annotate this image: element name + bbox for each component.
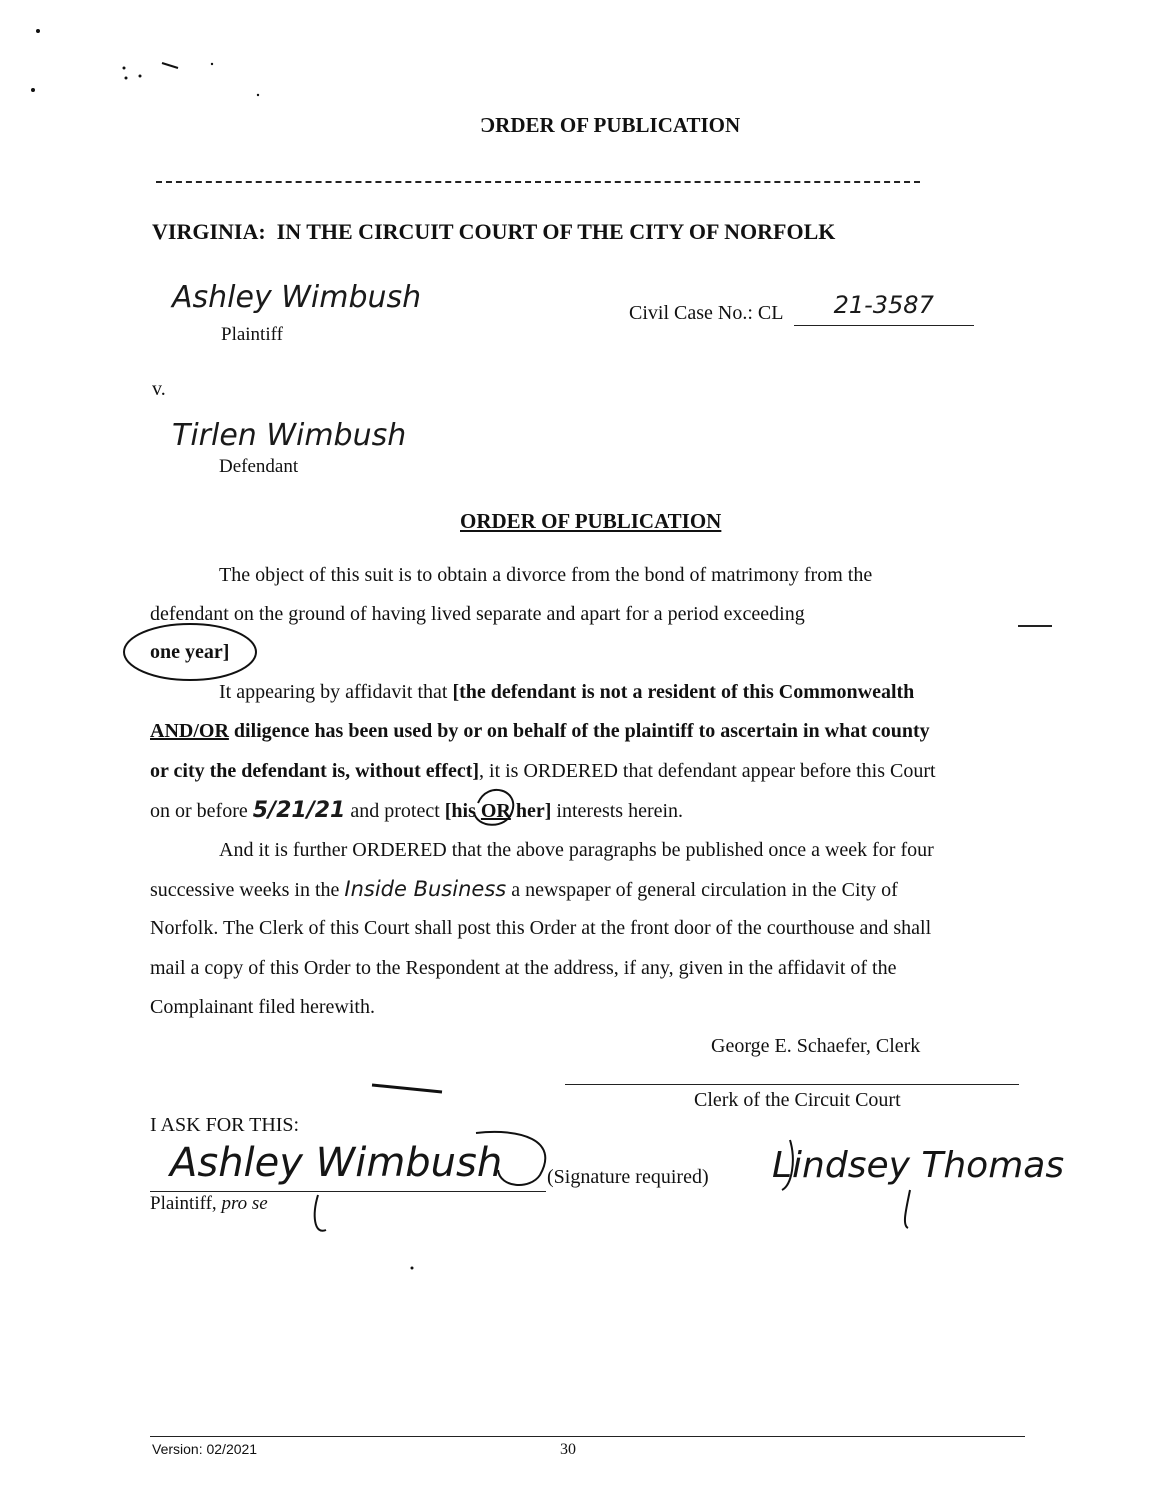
paragraph-2-line-1	[219, 673, 914, 712]
paragraph-1-line-3: one year]	[150, 641, 230, 663]
paragraph-3-line-1: And it is further ORDERED that the above paragraphs be published once a week for four	[219, 839, 934, 861]
case-number-field	[629, 291, 974, 326]
p2-text-4f: interests herein.	[551, 800, 684, 822]
defendant-label: Defendant	[219, 456, 299, 477]
p2-text-2b: diligence has been used by or on behalf of the plaintiff to ascertain in what county	[228, 720, 930, 742]
p2-text-3b: , it is ORDERED that defendant appear before this Court	[479, 760, 936, 782]
plaintiff-signature-handwritten: Ashley Wimbush	[170, 1140, 503, 1186]
clerk-title: Clerk of the Circuit Court	[694, 1089, 901, 1111]
p3-text-2a: successive weeks in the	[150, 879, 345, 901]
clerk-signature-line	[565, 1084, 1019, 1085]
deputy-signature-handwritten: Lindsey Thomas	[772, 1145, 1065, 1186]
paragraph-1-line-2: defendant on the ground of having lived separate and apart for a period exceeding	[150, 603, 805, 625]
version-label: Version: 02/2021	[152, 1441, 258, 1457]
p2-text-3a: or city the defendant is, without effect]	[150, 760, 480, 782]
plaintiff-signature-line	[150, 1191, 546, 1192]
p3-text-2b: a newspaper of general circulation in the City of	[506, 879, 898, 901]
paragraph-2-line-2	[150, 712, 930, 751]
versus-label: v.	[152, 378, 166, 400]
newspaper-name-handwritten: Inside Business	[344, 877, 507, 901]
p2-text-4b: and protect	[345, 800, 445, 822]
plaintiff-name-handwritten: Ashley Wimbush	[172, 280, 422, 315]
court-heading: VIRGINIA: IN THE CIRCUIT COURT OF THE CITY OF NORFOLK	[152, 219, 836, 244]
plaintiff-pro-se-label	[150, 1193, 268, 1215]
p2-text-1b: [the defendant is not a resident of this Commonwealth	[452, 681, 915, 703]
pro-se-text-a: Plaintiff,	[150, 1193, 222, 1214]
ask-for-this-label: I ASK FOR THIS:	[150, 1114, 300, 1136]
appearance-date-handwritten: 5/21/21	[252, 798, 346, 823]
clerk-name: George E. Schaefer, Clerk	[711, 1035, 921, 1057]
paragraph-3-line-4: mail a copy of this Order to the Respondent at the address, if any, given in the affidavit of the	[150, 957, 897, 979]
defendant-block	[152, 418, 406, 453]
defendant-name-handwritten: Tirlen Wimbush	[172, 418, 407, 453]
order-heading: ORDER OF PUBLICATION	[460, 509, 722, 533]
paragraph-2-line-3	[150, 752, 936, 791]
paragraph-3-line-5: Complainant filed herewith.	[150, 996, 375, 1018]
page-number: 30	[560, 1441, 576, 1458]
paragraph-3-line-2	[150, 870, 898, 910]
p2-text-4e: her]	[510, 800, 552, 822]
document-title: ƆRDER OF PUBLICATION	[480, 113, 741, 137]
paragraph-3-line-3: Norfolk. The Clerk of this Court shall post this Order at the front door of the courthouse and shall	[150, 917, 932, 939]
case-number-line	[794, 291, 974, 326]
pro-se-text-b: pro se	[221, 1193, 268, 1214]
p2-text-1a: It appearing by affidavit that	[219, 681, 453, 703]
and-or-label: AND/OR	[150, 720, 229, 742]
case-label: Civil Case No.: CL	[629, 302, 783, 324]
p2-text-4a: on or before	[150, 800, 253, 822]
case-number-handwritten: 21-3587	[833, 291, 934, 319]
footer-rule	[150, 1436, 1025, 1437]
plaintiff-block	[152, 280, 421, 315]
plaintiff-label: Plaintiff	[221, 324, 283, 345]
dashed-rule	[156, 181, 920, 183]
right-margin-dash	[1018, 625, 1052, 627]
paragraph-2-line-4	[150, 791, 683, 831]
p2-text-4c: [his	[444, 800, 481, 822]
signature-required-label: (Signature required)	[547, 1166, 709, 1188]
p2-text-4d: OR	[480, 800, 511, 822]
paragraph-1-line-1: The object of this suit is to obtain a divorce from the bond of matrimony from the	[219, 564, 873, 586]
